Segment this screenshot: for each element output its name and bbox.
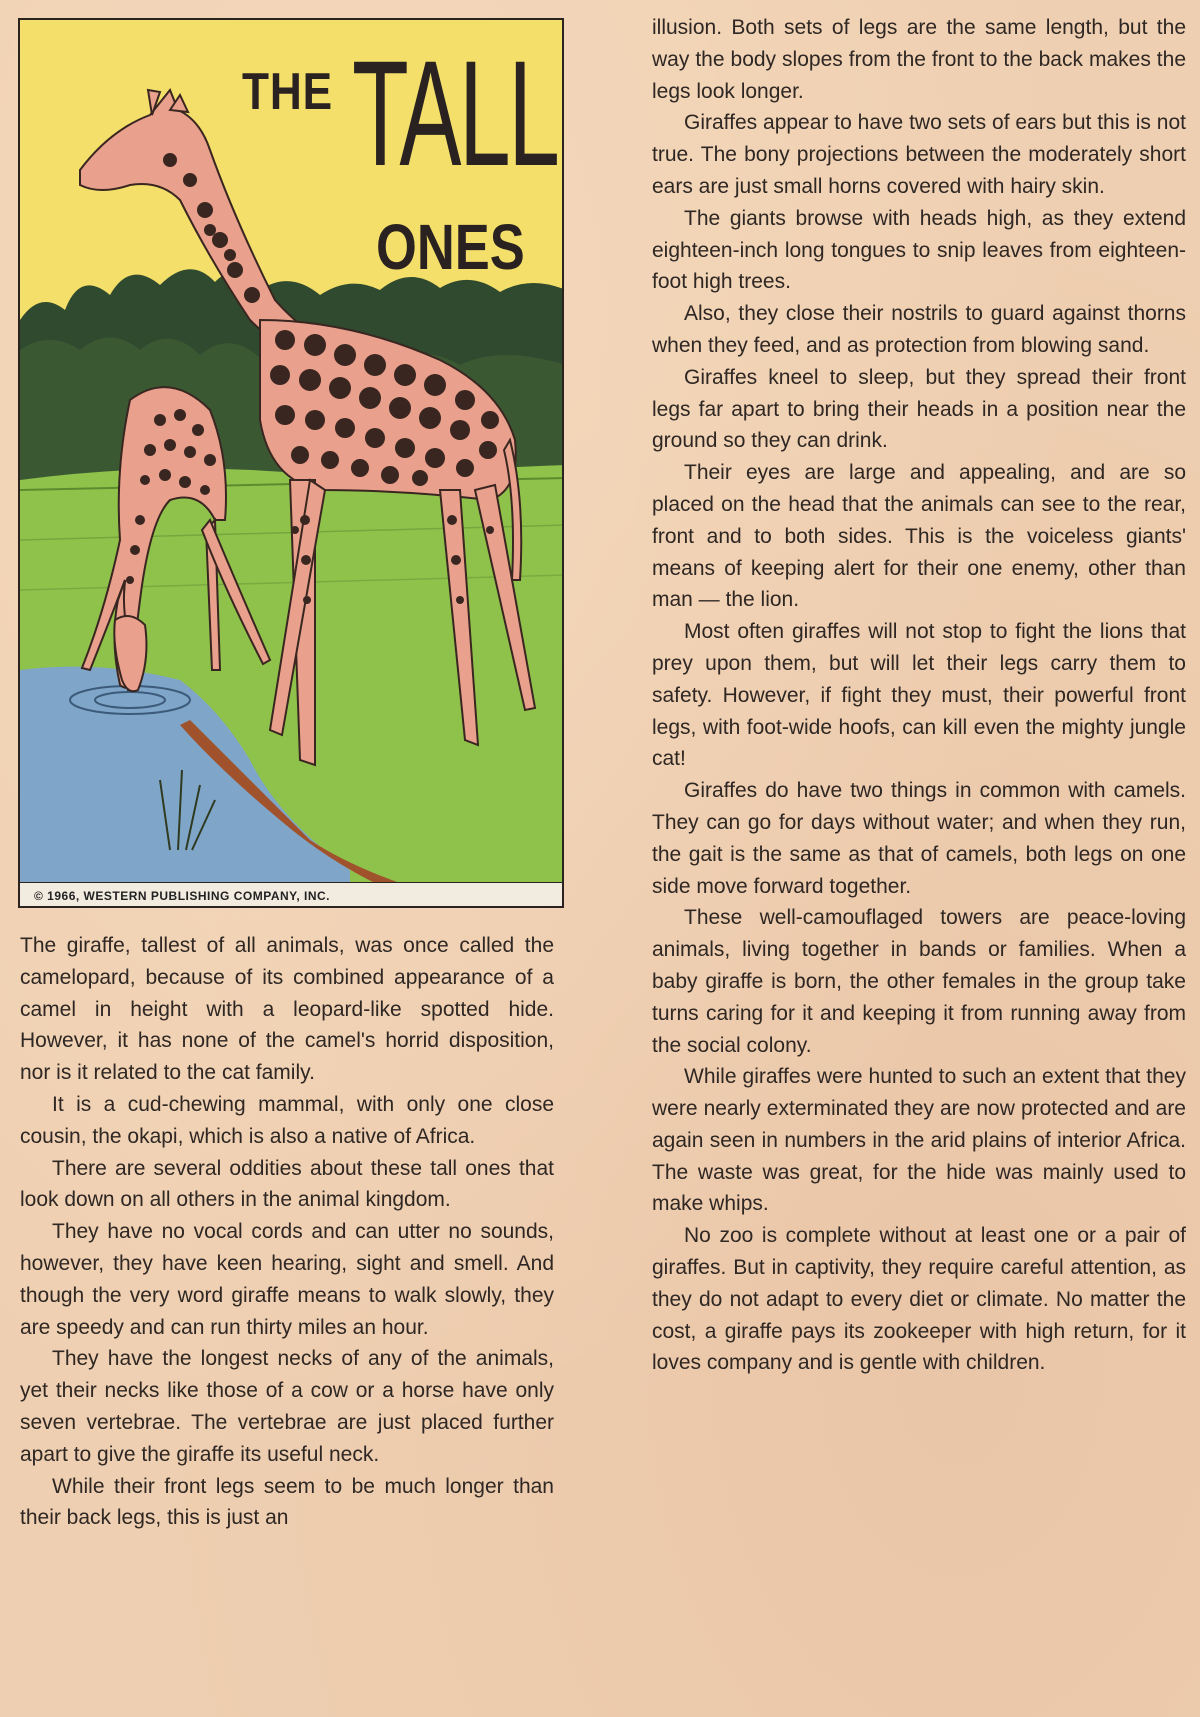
paragraph: Giraffes do have two things in common with camels. They can go for days without water; and when they run, the gait is the same as that of camels, both legs on one side move forward together. bbox=[652, 779, 1186, 898]
paragraph: There are several oddities about these tall ones that look down on all others in the animal kingdom. bbox=[20, 1156, 554, 1212]
title-tall: TALL bbox=[352, 29, 558, 197]
title-ones: ONES bbox=[376, 211, 525, 283]
copyright-caption: © 1966, WESTERN PUBLISHING COMPANY, INC. bbox=[20, 882, 564, 908]
paragraph: These well-camouflaged towers are peace-loving animals, living together in bands or families. When a baby giraffe is born, the other females in the group take turns caring for it and keeping it from running away from the social colony. bbox=[652, 906, 1186, 1057]
paragraph: Most often giraffes will not stop to fight the lions that prey upon them, but will let their legs carry them to safety. However, if fight they must, their powerful front legs, with foot-wide hoofs, can kill even the mighty jungle cat! bbox=[652, 620, 1186, 771]
paragraph: Giraffes kneel to sleep, but they spread their front legs far apart to bring their heads in a position near the ground so they can drink. bbox=[652, 365, 1186, 453]
paragraph: It is a cud-chewing mammal, with only one close cousin, the okapi, which is also a native of Africa. bbox=[20, 1092, 554, 1148]
illustration-panel bbox=[18, 18, 564, 908]
paragraph: They have the longest necks of any of the animals, yet their necks like those of a cow or a horse have only seven vertebrae. The vertebrae are just placed further apart to give the giraffe its useful neck. bbox=[20, 1347, 554, 1466]
paragraph: Also, they close their nostrils to guard against thorns when they feed, and as protection from blowing sand. bbox=[652, 302, 1186, 357]
paragraph: While giraffes were hunted to such an extent that they were nearly exterminated they are now protected and are again seen in numbers in the arid plains of interior Africa. The waste was great, for the hide was mainly used to make whips. bbox=[652, 1065, 1186, 1216]
paragraph: No zoo is complete without at least one or a pair of giraffes. But in captivity, they require careful attention, as they do not adapt to every diet or climate. No matter the cost, a giraffe pays its zookeeper with high return, for it loves company and is gentle with children. bbox=[652, 1224, 1186, 1375]
paragraph: Their eyes are large and appealing, and are so placed on the head that the animals can see to the rear, front and to both sides. This is the voiceless giants' means of keeping alert for their one enemy, other than man — the lion. bbox=[652, 461, 1186, 612]
paragraph: illusion. Both sets of legs are the same length, but the way the body slopes from the front to the back makes the legs look longer. bbox=[652, 16, 1186, 103]
paragraph: While their front legs seem to be much longer than their back legs, this is just an bbox=[20, 1474, 554, 1530]
paragraph: They have no vocal cords and can utter no sounds, however, they have keen hearing, sight and smell. And though the very word giraffe means to walk slowly, they are speedy and can run thirty miles an hour. bbox=[20, 1220, 554, 1339]
title-the: THE bbox=[242, 63, 333, 121]
paragraph: The giraffe, tallest of all animals, was once called the camelopard, because of its combined appearance of a camel in height with a leopard-like spotted hide. However, it has none of the camel's horrid disposition, nor is it related to the cat family. bbox=[20, 934, 554, 1085]
article-column-left bbox=[20, 930, 554, 1534]
paragraph: Giraffes appear to have two sets of ears but this is not true. The bony projections between the moderately short ears are just small horns covered with hairy skin. bbox=[652, 111, 1186, 198]
paragraph: The giants browse with heads high, as they extend eighteen-inch long tongues to snip leaves from eighteen-foot high trees. bbox=[652, 206, 1186, 294]
article-column-right bbox=[652, 12, 1186, 1379]
